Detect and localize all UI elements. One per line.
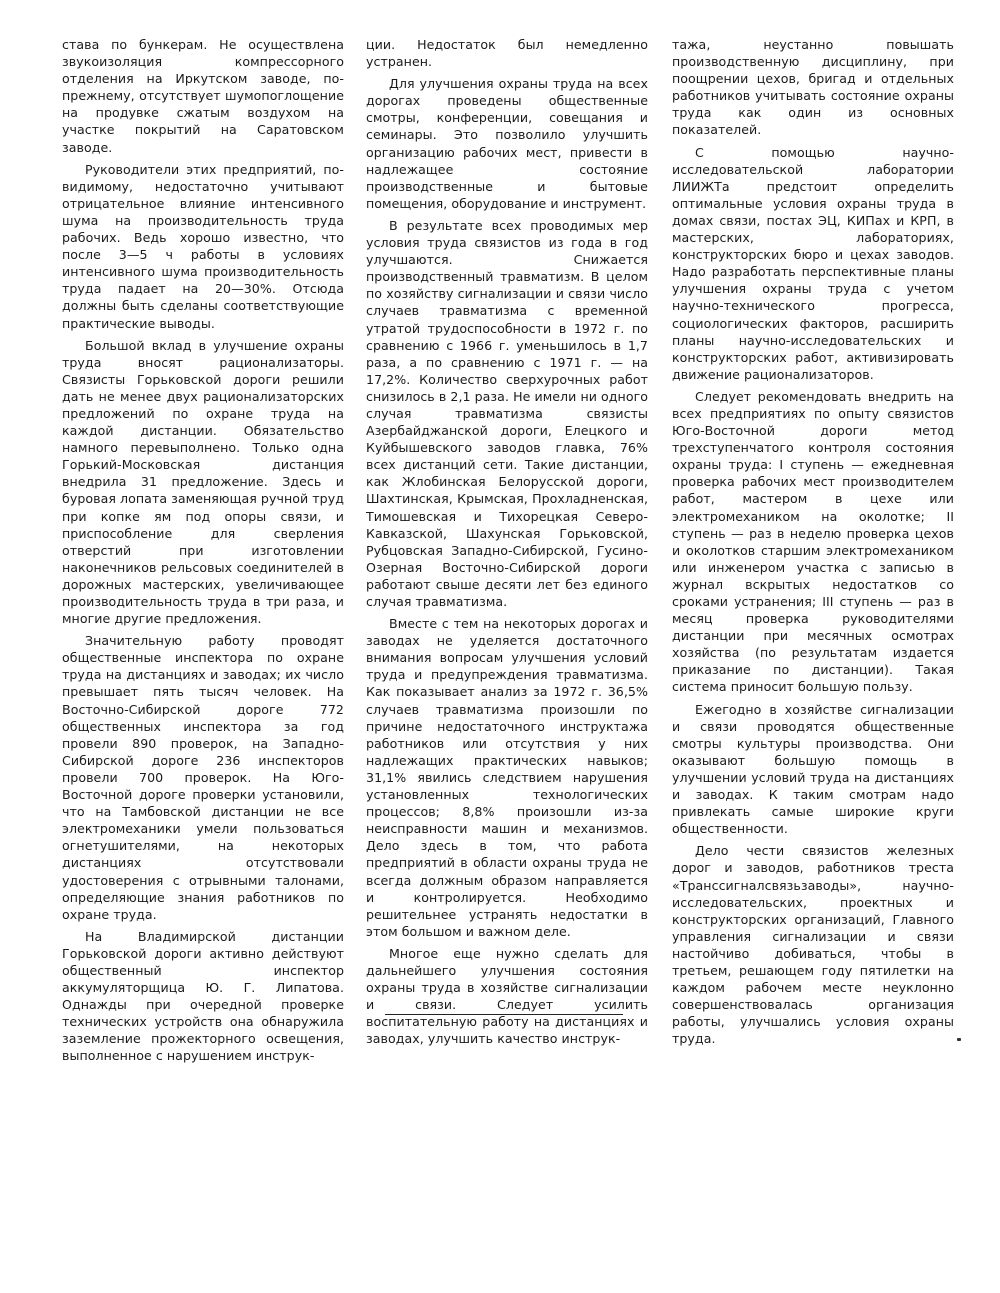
paragraph: Руководители этих предприятий, по-видимому, недостаточно учитывают отрицательное влияние интенсивного шума на производительность труда рабочих. Ведь хорошо известно, что после 3—5 ч работы в условиях интенсивного шума производительность труда падает на 20—30%. Отсюда должны быть сделаны соответствующие практические выводы. [62,161,344,331]
article-end-rule [385,1014,623,1015]
paragraph: Следует рекомендовать внедрить на всех предприятиях по опыту связистов Юго-Восточной дороги метод трехступенчатого контроля состояния охраны труда: I ступень — ежедневная проверка рабочих мест производителем работ, мастером в цехе или электромехаником на околотке; II ступень — раз в неделю проверка цехов и околотков старшим электромехаником или инженером участка с записью в журнал вскрытых недостатков со сроками устранения; III ступень — раз в месяц проверка руководителями дистанции при месячных осмотрах хозяйства (по результатам издается приказание по дистанции). Такая система приносит большую пользу. [672,388,954,695]
paragraph: Для улучшения охраны труда на всех дорогах проведены общественные смотры, конференции, совещания и семинары. Это позволило улучшить организацию рабочих мест, привести в надлежащее состояние производственные и бытовые помещения, оборудование и инструмент. [366,76,648,211]
paragraph: Значительную работу проводят общественные инспектора по охране труда на дистанциях и заводах; их число превышает пять тысяч человек. На Восточно-Сибирской дороге 772 общественных инспектора за год провели 890 проверок, на Западно-Сибирской дороге 236 инспекторов провели 700 проверок. На Юго-Восточной дороге проверки установили, что на Тамбовской дистанции не все электромеханики умели пользоваться огнетушителями, на некоторых дистанциях отсутствовали удостоверения с отрывными талонами, определяющие знания работников по охране труда. [62,633,344,922]
paragraph: С помощью научно-исследовательской лаборатории ЛИИЖТа предстоит определить оптимальные условия охраны труда в домах связи, постах ЭЦ, КИПах и КРП, в мастерских, лабораториях, конструкторских бюро и цехах заводов. Надо разработать перспективные планы улучшения охраны труда с учетом научно-технического прогресса, социологических факторов, расширить планы научно-исследовательских и конструкторских работ, активизировать движение рационализаторов. [672,144,954,382]
paragraph: Большой вклад в улучшение охраны труда вносят рационализаторы. Связисты Горьковской дороги решили дать не менее двух рационализаторских предложений по охране труда на каждой дистанции. Обязательство намного перевыполнено. Только одна Горький-Московская дистанция внедрила 31 предложение. Здесь и буровая лопата заменяющая ручной труд при копке ям под опоры связи, и приспособление для сверления отверстий при изготовлении наконечников рельсовых соединителей в дорожных мастерских, увеличивающее производительность труда в три раза, и многие другие предложения. [62,337,344,627]
text-column-3 [672,36,954,1052]
paragraph: става по бункерам. Не осуществлена звукоизоляция компрессорного отделения на Иркутском заводе, по-прежнему, отсутствует шумопоглощение на продувке сжатым воздухом на участке покрытий на Саратовском заводе. [62,37,344,155]
paragraph: тажа, неустанно повышать производственную дисциплину, при поощрении цехов, бригад и отдельных работников учитывать состояние охраны труда как один из основных показателей. [672,37,954,138]
text-column-2 [366,36,648,1052]
paragraph: Вместе с тем на некоторых дорогах и заводах не уделяется достаточного внимания вопросам улучшения условий труда и предупреждения травматизма. Как показывает анализ за 1972 г. 36,5% случаев травматизма произошли по причине недостаточного инструктажа работников или отсутствия у них надлежащих практических навыков; 31,1% явились следствием нарушения установленных технологических процессов; 8,8% произошли из-за неисправности машин и механизмов. Дело здесь в том, что работа предприятий в области охраны труда не всегда должным образом направляется и контролируется. Необходимо решительнее устранять недостатки в этом большом и важном деле. [366,616,648,939]
paragraph: Многое еще нужно сделать для дальнейшего улучшения состояния охраны труда в хозяйстве сигнализации и связи. Следует усилить воспитательную работу на дистанциях и заводах, улучшить качество инструк- [366,945,648,1047]
paragraph: Дело чести связистов железных дорог и заводов, работников треста «Транссигналсвязьзаводы», научно-исследовательских, проектных и конструкторских организаций, Главного управления сигнализации и связи настойчиво добиваться, чтобы в третьем, решающем году пятилетки на каждом рабочем месте неуклонно совершенствовалась организация работы, улучшались условия охраны труда. [672,843,954,1047]
paragraph: В результате всех проводимых мер условия труда связистов из года в год улучшаются. Снижается производственный травматизм. В целом по хозяйству сигнализации и связи число случаев травматизма с временной утратой трудоспособности в 1972 г. по сравнению с 1966 г. уменьшилось в 1,7 раза, а по сравнению с 1971 г. — на 17,2%. Количество сверхурочных работ снизилось в 2,1 раза. Не имели ни одного случая травматизма связисты Азербайджанской дороги, Елецкого и Куйбышевского заводов главка, 76% всех дистанций сети. Такие дистанции, как Жлобинская Белорусской дороги, Шахтинская, Крымская, Прохладненская, Тимошевская и Тихорецкая Северо-Кавказской, Шахунская Горьковской, Рубцовская Западно-Сибирской, Гусино-Озерная Восточно-Сибирской дороги работают свыше десяти лет без единого случая травматизма. [366,217,648,609]
text-column-1 [62,36,344,1070]
print-speck [957,1038,961,1041]
paragraph: ции. Недостаток был немедленно устранен. [366,37,648,70]
paragraph: Ежегодно в хозяйстве сигнализации и связи проводятся общественные смотры культуры производства. Они оказывают большую помощь в улучшении условий труда на дистанциях и заводах. К таким смотрам надо привлекать самые широкие круги общественности. [672,701,954,837]
paragraph: На Владимирской дистанции Горьковской дороги активно действуют общественный инспектор аккумуляторщица Ю. Г. Липатова. Однажды при очередной проверке технических устройств она обнаружила заземление прожекторного освещения, выполненное с нарушением инструк- [62,928,344,1064]
